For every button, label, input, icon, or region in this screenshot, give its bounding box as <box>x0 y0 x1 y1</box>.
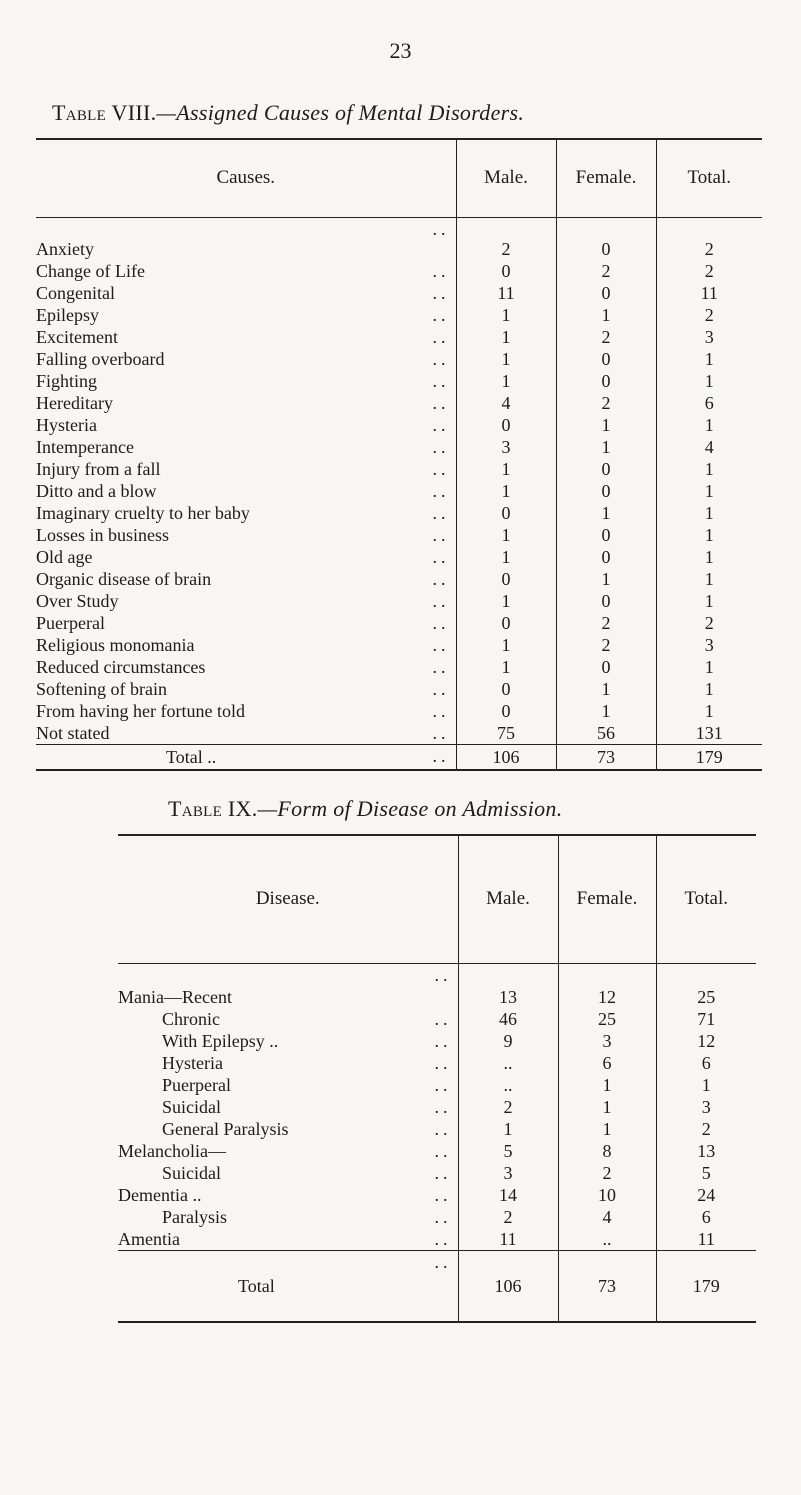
cause-row <box>36 612 762 634</box>
cause-female: 1 <box>556 414 656 436</box>
cause-label: Congenital .. <box>36 282 450 303</box>
table9-body <box>118 963 756 1250</box>
cause-label: Religious monomania .. <box>36 634 450 655</box>
disease-row <box>118 1030 756 1052</box>
disease-female: 3 <box>558 1030 656 1052</box>
cause-male: 0 <box>456 568 556 590</box>
cause-male: 0 <box>456 502 556 524</box>
cause-total: 11 <box>656 282 762 304</box>
disease-row <box>118 1008 756 1030</box>
cause-row <box>36 568 762 590</box>
cause-label: Puerperal .. <box>36 612 450 633</box>
cause-female: 0 <box>556 480 656 502</box>
cause-male: 1 <box>456 656 556 678</box>
disease-male: 2 <box>458 1096 558 1118</box>
total-label: Total .. <box>118 1250 458 1322</box>
disease-female: 1 <box>558 1096 656 1118</box>
cause-label: Excitement .. <box>36 326 450 347</box>
cause-total: 1 <box>656 568 762 590</box>
disease-male: 46 <box>458 1008 558 1030</box>
cause-male: 1 <box>456 348 556 370</box>
total-male: 106 <box>456 744 556 770</box>
cause-female: 2 <box>556 260 656 282</box>
disease-total: 71 <box>656 1008 756 1030</box>
disease-row <box>118 1162 756 1184</box>
cause-label: Losses in business .. <box>36 524 450 545</box>
disease-row <box>118 1184 756 1206</box>
table8-label: Table VIII. <box>52 100 157 125</box>
cause-label: Epilepsy .. <box>36 304 450 325</box>
cause-female: 0 <box>556 656 656 678</box>
total-total: 179 <box>656 1250 756 1322</box>
cause-male: 1 <box>456 524 556 546</box>
cause-male: 0 <box>456 678 556 700</box>
header-total: Total. <box>656 835 756 963</box>
cause-female: 0 <box>556 546 656 568</box>
cause-total: 3 <box>656 326 762 348</box>
cause-female: 0 <box>556 370 656 392</box>
cause-row <box>36 502 762 524</box>
disease-female: 1 <box>558 1118 656 1140</box>
cause-total: 1 <box>656 480 762 502</box>
cause-total: 131 <box>656 722 762 745</box>
disease-male: 14 <box>458 1184 558 1206</box>
disease-total: 6 <box>656 1206 756 1228</box>
disease-female: 25 <box>558 1008 656 1030</box>
cause-row <box>36 458 762 480</box>
cause-total: 1 <box>656 700 762 722</box>
disease-total: 24 <box>656 1184 756 1206</box>
cause-total: 1 <box>656 458 762 480</box>
disease-label: General Paralysis .. <box>162 1118 452 1139</box>
cause-female: 2 <box>556 612 656 634</box>
disease-male: 11 <box>458 1228 558 1251</box>
cause-male: 2 <box>456 217 556 260</box>
cause-female: 0 <box>556 590 656 612</box>
disease-label: Suicidal .. <box>162 1096 452 1117</box>
cause-row <box>36 524 762 546</box>
table9-title: —Form of Disease on Admission. <box>257 796 563 821</box>
cause-label: Reduced circumstances .. <box>36 656 450 677</box>
cause-row <box>36 370 762 392</box>
cause-label: Ditto and a blow .. <box>36 480 450 501</box>
cause-female: 1 <box>556 678 656 700</box>
cause-row <box>36 348 762 370</box>
cause-total: 6 <box>656 392 762 414</box>
cause-total: 1 <box>656 656 762 678</box>
cause-total: 1 <box>656 524 762 546</box>
cause-female: 0 <box>556 524 656 546</box>
disease-row <box>118 1074 756 1096</box>
cause-female: 0 <box>556 458 656 480</box>
header-female: Female. <box>556 139 656 217</box>
disease-label: Dementia .. .. <box>118 1184 452 1205</box>
disease-male: 2 <box>458 1206 558 1228</box>
header-male: Male. <box>456 139 556 217</box>
cause-male: 1 <box>456 326 556 348</box>
cause-male: 11 <box>456 282 556 304</box>
disease-label: Puerperal .. <box>162 1074 452 1095</box>
cause-row <box>36 634 762 656</box>
cause-male: 1 <box>456 304 556 326</box>
disease-label: Paralysis .. <box>162 1206 452 1227</box>
total-female: 73 <box>558 1250 656 1322</box>
cause-male: 4 <box>456 392 556 414</box>
disease-female: 2 <box>558 1162 656 1184</box>
cause-label: Over Study .. <box>36 590 450 611</box>
cause-total: 2 <box>656 217 762 260</box>
header-total: Total. <box>656 139 762 217</box>
disease-male: 9 <box>458 1030 558 1052</box>
cause-female: 1 <box>556 436 656 458</box>
cause-total: 2 <box>656 304 762 326</box>
total-female: 73 <box>556 744 656 770</box>
disease-label: With Epilepsy .. .. <box>162 1030 452 1051</box>
disease-total: 12 <box>656 1030 756 1052</box>
cause-row <box>36 590 762 612</box>
cause-female: 1 <box>556 304 656 326</box>
cause-row <box>36 304 762 326</box>
disease-label: Suicidal .. <box>162 1162 452 1183</box>
disease-label: Mania—Recent .. <box>118 964 452 1007</box>
cause-female: 1 <box>556 502 656 524</box>
cause-total: 1 <box>656 414 762 436</box>
disease-total: 1 <box>656 1074 756 1096</box>
disease-female: 1 <box>558 1074 656 1096</box>
disease-female: 10 <box>558 1184 656 1206</box>
cause-row <box>36 700 762 722</box>
disease-female: 6 <box>558 1052 656 1074</box>
cause-total: 2 <box>656 612 762 634</box>
disease-total: 25 <box>656 963 756 1008</box>
disease-female: .. <box>558 1228 656 1251</box>
cause-label: Hereditary .. <box>36 392 450 413</box>
disease-male: 3 <box>458 1162 558 1184</box>
cause-male: 1 <box>456 546 556 568</box>
disease-total: 13 <box>656 1140 756 1162</box>
table8-total-row <box>36 744 762 770</box>
disease-row <box>118 963 756 1008</box>
cause-female: 1 <box>556 700 656 722</box>
cause-male: 1 <box>456 458 556 480</box>
disease-total: 2 <box>656 1118 756 1140</box>
cause-female: 0 <box>556 348 656 370</box>
total-male: 106 <box>458 1250 558 1322</box>
cause-total: 4 <box>656 436 762 458</box>
table9-disease-table <box>118 834 756 1323</box>
header-male: Male. <box>458 835 558 963</box>
cause-male: 75 <box>456 722 556 745</box>
cause-label: Anxiety .. <box>36 218 450 259</box>
cause-female: 2 <box>556 326 656 348</box>
total-total: 179 <box>656 744 762 770</box>
disease-male: 1 <box>458 1118 558 1140</box>
cause-male: 1 <box>456 480 556 502</box>
cause-row <box>36 546 762 568</box>
page-number: 23 <box>389 38 412 63</box>
table8-body <box>36 217 762 744</box>
cause-total: 2 <box>656 260 762 282</box>
cause-total: 1 <box>656 348 762 370</box>
cause-label: Injury from a fall .. <box>36 458 450 479</box>
disease-label: Amentia .. <box>118 1228 452 1249</box>
cause-total: 3 <box>656 634 762 656</box>
cause-male: 0 <box>456 414 556 436</box>
disease-label: Hysteria .. <box>162 1052 452 1073</box>
cause-female: 2 <box>556 634 656 656</box>
disease-male: .. <box>458 1074 558 1096</box>
cause-female: 1 <box>556 568 656 590</box>
disease-row <box>118 1052 756 1074</box>
disease-male: .. <box>458 1052 558 1074</box>
cause-row <box>36 282 762 304</box>
table8-causes-table <box>36 138 762 771</box>
disease-label: Chronic .. <box>162 1008 452 1029</box>
cause-label: Hysteria .. <box>36 414 450 435</box>
disease-row <box>118 1096 756 1118</box>
cause-male: 0 <box>456 260 556 282</box>
cause-total: 1 <box>656 678 762 700</box>
disease-female: 12 <box>558 963 656 1008</box>
cause-row <box>36 656 762 678</box>
cause-row <box>36 326 762 348</box>
cause-female: 0 <box>556 282 656 304</box>
cause-row <box>36 722 762 745</box>
cause-label: Not stated .. <box>36 722 450 743</box>
cause-male: 0 <box>456 612 556 634</box>
cause-label: Old age .. <box>36 546 450 567</box>
cause-label: From having her fortune told .. <box>36 700 450 721</box>
cause-total: 1 <box>656 546 762 568</box>
cause-row <box>36 217 762 260</box>
table8-title: —Assigned Causes of Mental Disorders. <box>156 100 525 125</box>
cause-label: Imaginary cruelty to her baby .. <box>36 502 450 523</box>
cause-total: 1 <box>656 590 762 612</box>
cause-row <box>36 678 762 700</box>
cause-row <box>36 392 762 414</box>
disease-label: Melancholia— .. <box>118 1140 452 1161</box>
cause-row <box>36 480 762 502</box>
header-disease: Disease. <box>118 835 458 963</box>
table9-caption <box>168 796 563 822</box>
cause-female: 56 <box>556 722 656 745</box>
disease-male: 13 <box>458 963 558 1008</box>
disease-total: 5 <box>656 1162 756 1184</box>
cause-row <box>36 260 762 282</box>
cause-label: Organic disease of brain .. <box>36 568 450 589</box>
disease-female: 4 <box>558 1206 656 1228</box>
cause-row <box>36 414 762 436</box>
cause-male: 1 <box>456 590 556 612</box>
disease-row <box>118 1228 756 1251</box>
table9-label: Table IX. <box>168 796 258 821</box>
disease-female: 8 <box>558 1140 656 1162</box>
disease-row <box>118 1140 756 1162</box>
table9-total-row <box>118 1250 756 1322</box>
disease-total: 3 <box>656 1096 756 1118</box>
disease-total: 6 <box>656 1052 756 1074</box>
header-causes: Causes. <box>36 139 456 217</box>
disease-row <box>118 1118 756 1140</box>
header-female: Female. <box>558 835 656 963</box>
disease-row <box>118 1206 756 1228</box>
disease-male: 5 <box>458 1140 558 1162</box>
cause-male: 1 <box>456 634 556 656</box>
cause-male: 3 <box>456 436 556 458</box>
cause-total: 1 <box>656 502 762 524</box>
cause-female: 0 <box>556 217 656 260</box>
cause-total: 1 <box>656 370 762 392</box>
cause-label: Falling overboard .. <box>36 348 450 369</box>
table8-caption <box>52 100 524 126</box>
total-label: Total .. .. <box>36 744 456 770</box>
cause-female: 2 <box>556 392 656 414</box>
cause-label: Change of Life .. <box>36 260 450 281</box>
cause-male: 1 <box>456 370 556 392</box>
cause-male: 0 <box>456 700 556 722</box>
disease-total: 11 <box>656 1228 756 1251</box>
cause-row <box>36 436 762 458</box>
cause-label: Softening of brain .. <box>36 678 450 699</box>
cause-label: Intemperance .. <box>36 436 450 457</box>
cause-label: Fighting .. <box>36 370 450 391</box>
